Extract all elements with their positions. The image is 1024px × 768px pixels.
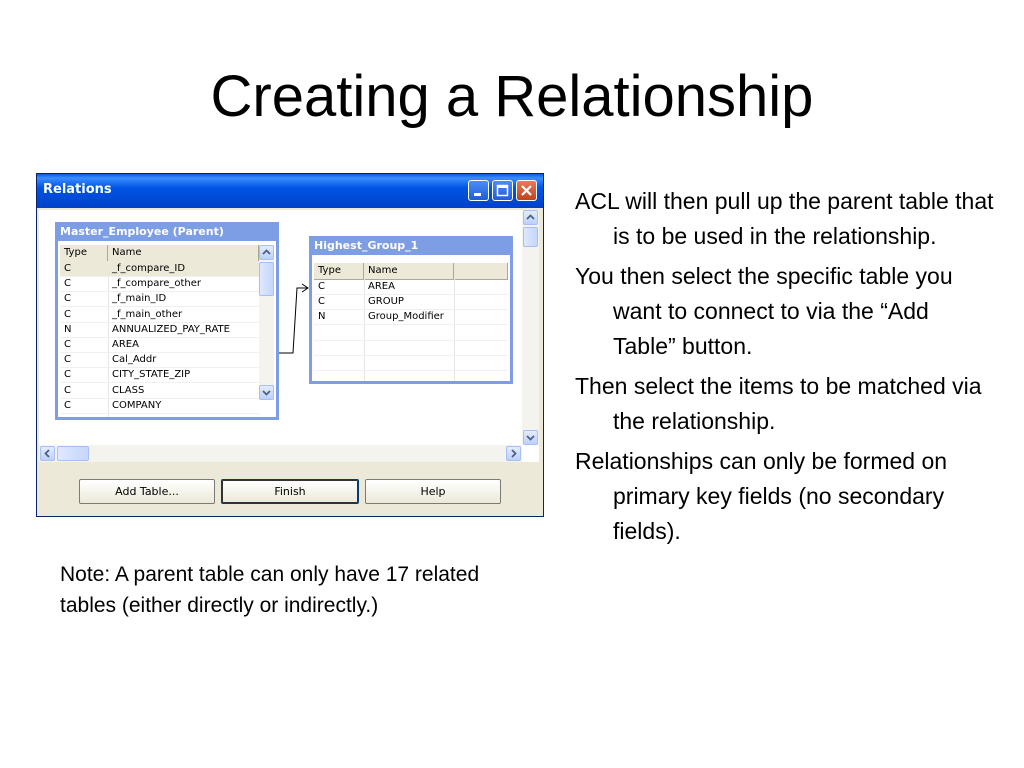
relationship-connector bbox=[39, 210, 319, 410]
column-header-type[interactable]: Type bbox=[60, 245, 108, 261]
relations-dialog bbox=[36, 173, 544, 517]
column-header-type[interactable]: Type bbox=[314, 263, 364, 279]
canvas-vscroll-thumb[interactable] bbox=[523, 227, 538, 247]
arrow-right-icon bbox=[507, 447, 520, 460]
canvas-scroll-left-button[interactable] bbox=[40, 446, 55, 461]
slide-title: Creating a Relationship bbox=[210, 64, 814, 129]
field-name: AREA bbox=[368, 281, 395, 292]
field-type: C bbox=[318, 281, 325, 292]
canvas-hscroll-thumb[interactable] bbox=[57, 446, 89, 461]
child-table-title: Highest_Group_1 bbox=[312, 239, 510, 255]
bullet-list bbox=[575, 184, 995, 554]
field-type: C bbox=[64, 354, 71, 366]
field-name: GROUP bbox=[368, 296, 404, 308]
child-table-window[interactable] bbox=[309, 236, 513, 384]
child-empty-row bbox=[314, 340, 508, 356]
relations-canvas[interactable] bbox=[39, 210, 539, 462]
canvas-scroll-down-button[interactable] bbox=[523, 430, 538, 445]
child-empty-row bbox=[314, 355, 508, 371]
minimize-button[interactable] bbox=[468, 180, 489, 201]
child-empty-row bbox=[314, 325, 508, 341]
canvas-scroll-right-button[interactable] bbox=[506, 446, 521, 461]
field-name: _f_main_other bbox=[112, 308, 183, 320]
child-field-header bbox=[314, 263, 508, 280]
bullet-item: Relationships can only be formed on primary key fields (no secondary fields). bbox=[575, 448, 948, 544]
arrow-down-icon bbox=[524, 431, 537, 444]
maximize-button[interactable] bbox=[492, 180, 513, 201]
child-field-row[interactable] bbox=[314, 294, 508, 310]
field-name: _f_main_ID bbox=[112, 293, 167, 305]
canvas-horizontal-scrollbar[interactable] bbox=[39, 445, 522, 462]
canvas-scroll-up-button[interactable] bbox=[523, 210, 538, 225]
child-field-list[interactable] bbox=[314, 263, 508, 381]
bullet-item: Then select the items to be matched via the relationship. bbox=[575, 373, 982, 434]
field-type: C bbox=[64, 263, 71, 274]
help-button[interactable]: Help bbox=[365, 479, 501, 504]
close-icon bbox=[517, 181, 536, 200]
column-header-name[interactable]: Name bbox=[108, 245, 259, 261]
field-type: C bbox=[318, 296, 325, 308]
child-field-row[interactable] bbox=[314, 309, 508, 325]
field-type: N bbox=[64, 323, 72, 335]
field-type: C bbox=[64, 293, 71, 305]
bullet-item: ACL will then pull up the parent table that is to be used in the relationship. bbox=[575, 188, 994, 249]
column-header-name[interactable]: Name bbox=[364, 263, 454, 279]
field-name: CLASS bbox=[112, 384, 145, 396]
field-type: C bbox=[64, 308, 71, 320]
field-name: _f_compare_ID bbox=[112, 263, 186, 274]
field-name: Group_Modifier bbox=[368, 311, 444, 323]
parent-table-title: Master_Employee (Parent) bbox=[58, 225, 276, 241]
dialog-title: Relations bbox=[43, 182, 112, 197]
bullet-item: You then select the specific table you want to connect to via the “Add Table” button. bbox=[575, 263, 953, 359]
field-type: C bbox=[64, 384, 71, 396]
field-type: N bbox=[318, 311, 326, 323]
field-name: AREA bbox=[112, 339, 139, 350]
field-type: C bbox=[64, 339, 71, 350]
field-type: C bbox=[64, 399, 71, 411]
field-name: _f_compare_other bbox=[112, 278, 202, 290]
arrow-up-icon bbox=[524, 211, 537, 224]
arrow-left-icon bbox=[41, 447, 54, 460]
finish-button[interactable]: Finish bbox=[221, 479, 359, 504]
canvas-vertical-scrollbar[interactable] bbox=[522, 210, 539, 445]
field-type: C bbox=[64, 369, 71, 381]
add-table-button[interactable]: Add Table... bbox=[79, 479, 215, 504]
minimize-icon bbox=[469, 181, 488, 200]
note-text: Note: A parent table can only have 17 related tables (either directly or indirectly.) bbox=[60, 563, 480, 617]
field-name: ANNUALIZED_PAY_RATE bbox=[112, 323, 230, 335]
close-button[interactable] bbox=[516, 180, 537, 201]
field-name: Cal_Addr bbox=[112, 354, 157, 366]
field-type: C bbox=[64, 278, 71, 290]
child-field-row[interactable] bbox=[314, 279, 508, 295]
field-name: CITY_STATE_ZIP bbox=[112, 369, 191, 381]
maximize-icon bbox=[493, 181, 512, 200]
dialog-titlebar[interactable] bbox=[37, 174, 543, 208]
field-name: COMPANY bbox=[112, 399, 162, 411]
